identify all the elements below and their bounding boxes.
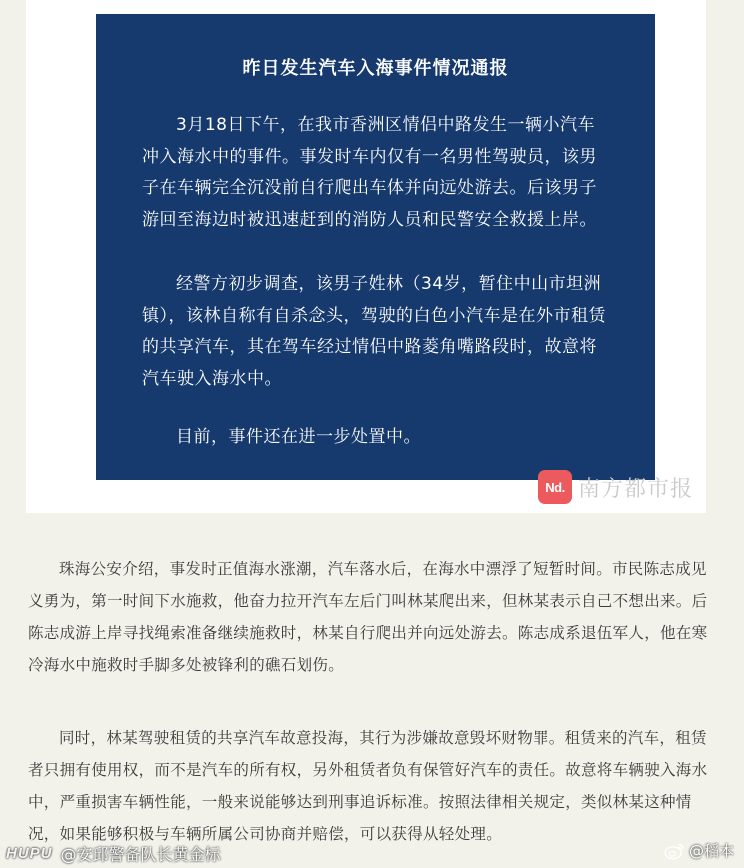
nandu-logo-icon: Nd.	[538, 470, 572, 504]
hupu-watermark: HUPU	[6, 845, 53, 862]
watermark-author: @安邱警备队长黄金标	[60, 845, 221, 864]
article-paragraph: 珠海公安介绍，事发时正值海水涨潮，汽车落水后，在海水中漂浮了短暂时间。市民陈志成见义勇为，第一时间下水施救，他奋力拉开汽车左后门叫林某爬出来，但林某表示自己不想出来。后陈志成游上岸寻找绳索准备继续施救时，林某自行爬出并向远处游去。陈志成系退伍军人，他在寒冷海水中施救时手脚多处被锋利的礁石划伤。	[28, 560, 708, 674]
notice-image	[96, 14, 655, 480]
article-paragraph: 同时，林某驾驶租赁的共享汽车故意投海，其行为涉嫌故意毁坏财物罪。租赁来的汽车，租赁者只拥有使用权，而不是汽车的所有权，另外租赁者负有保管好汽车的责任。故意将车辆驶入海水中，严重损害车辆性能，一般来说能够达到刑事追诉标准。按照法律相关规定，类似林某这种情况，如果能够积极与车辆所属公司协商并赔偿，可以获得从轻处理。	[28, 729, 708, 843]
nandu-logo	[538, 470, 693, 504]
notice-paragraph: 3月18日下午，在我市香洲区情侣中路发生一辆小汽车冲入海水中的事件。事发时车内仅有一名男性驾驶员，该男子在车辆完全沉没前自行爬出车体并向远处游去。后该男子游回至海边时被迅速赶到的消防人员和民警安全救援上岸。	[142, 115, 597, 230]
nandu-logo-text: 南方都市报	[578, 476, 694, 502]
notice-paragraph: 经警方初步调查，该男子姓林（34岁，暂住中山市坦洲镇），该林自称有自杀念头，驾驶的白色小汽车是在外市租赁的共享汽车，其在驾车经过情侣中路菱角嘴路段时，故意将汽车驶入海水中。	[142, 274, 606, 389]
weibo-icon	[664, 842, 686, 860]
watermark-right	[664, 840, 734, 861]
notice-paragraph: 目前，事件还在进一步处置中。	[176, 427, 421, 447]
watermark-author-right: @稻本	[688, 842, 734, 860]
watermark-left	[6, 842, 221, 865]
notice-title: 昨日发生汽车入海事件情况通报	[242, 58, 509, 79]
